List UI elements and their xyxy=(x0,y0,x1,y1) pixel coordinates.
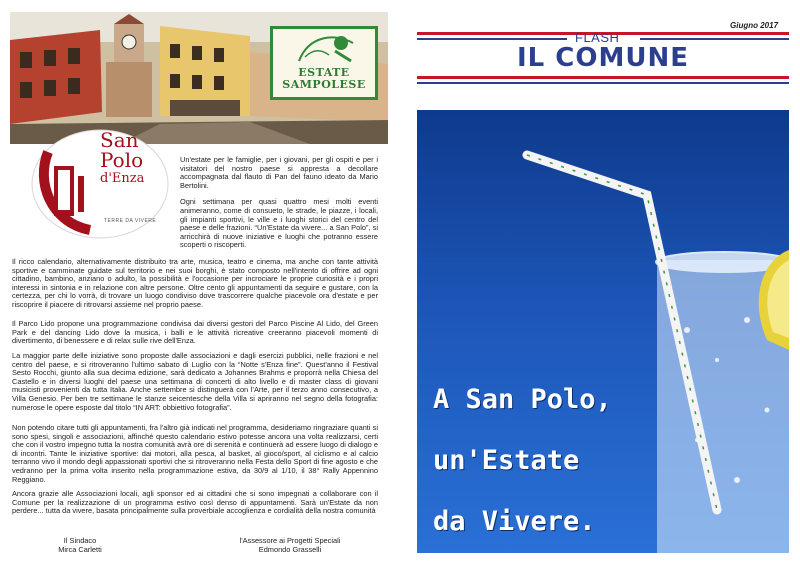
logo-text-denza: d'Enza xyxy=(100,171,145,186)
glass-straw-illustration xyxy=(417,110,789,553)
body-paragraph: Non potendo citare tutti gli appuntamenti, fra l'altro già indicati nel programma, desideriamo ringraziare quanti si sono spesi, singoli e associazioni, affinché questo calendario estivo potesse ancora una volta realizzarsi, certi che con il vostro impegno tutta la nostra comunità avrà ore di serenità e continuerà ad essere luogo di dialogo e di incontri. Tante le iniziative sportive: dai motori, alla pesca, al basket, al gioco/sport, al ciclismo e al calcio terranno vivo il mondo degli appassionati sportivi che si ritroveranno nella Festa dello Sport di fine agosto e che vedranno per la prima volta inserito nella programmazione estiva, da 30/9 al 1/10, il 38° Rally Appennino Reggiano. xyxy=(12,423,378,484)
signature-mayor xyxy=(40,537,120,554)
body-paragraph: Il ricco calendario, alternativamente distribuito tra arte, musica, teatro e cinema, ma anche con tante attività sportive e camminate guidate sul territorio e nei suoi borghi, è stato composto nell'intento di offrire ad ogni cittadino, bambino, anziano o adulto, la possibilità e l'occasione per incrociare le proprie curiosità e i propri interessi in sintonia e in relazione con altre persone. Oltre cento gli appuntamenti da seguire e gustare, con la certezza, per chi lo vorrà, di trovare un luogo condiviso dove trascorrere qualche piacevole ora d'estate e per riscoprire il piacere di ritrovarsi assieme nel proprio paese. xyxy=(12,257,378,309)
header-band-red xyxy=(417,76,789,79)
logo-text-san: San xyxy=(100,128,139,152)
intro-paragraph: Ogni settimana per quasi quattro mesi molti eventi animeranno, come di consueto, le strade, le piazze, i locali, gli impianti sportivi, le ville e i luoghi storici del centro del paese e delle frazioni. “Un'Estate da vivere... a San Polo”, si arricchirà di nuove iniziative e luoghi che potranno essere scoperti o riscoperti. xyxy=(180,197,378,250)
issue-date: Giugno 2017 xyxy=(730,21,779,30)
slogan-line: A San Polo, xyxy=(433,384,612,415)
cover-image xyxy=(417,110,789,553)
intro-paragraph: Un'estate per le famiglie, per i giovani, per gli ospiti e per i visitatori del nostro paese si appresta a decollare accompagnata dal flauto di Pan del fauno ideato da Mario Bertolini. xyxy=(180,155,378,190)
body-paragraph: Ancora grazie alle Associazioni locali, agli sponsor ed ai cittadini che si sono impegnati a collaborare con il Comune per la realizzazione di un programma estivo così denso di appuntamenti. Sarà un'Estate da non perdere... tutta da vivere, basata principalmente sulla proverbiale accoglienza e cordialità della nostra comunità xyxy=(12,489,378,516)
san-polo-logo xyxy=(30,122,170,240)
logo-text-polo: Polo xyxy=(100,148,144,172)
slogan-line: un'Estate xyxy=(433,445,580,476)
masthead-title: IL COMUNE xyxy=(517,43,689,73)
estate-sampolese-banner xyxy=(270,26,378,100)
estate-sampolese-title: ESTATE SAMPOLESE xyxy=(282,66,366,91)
slogan-line: da Vivere. xyxy=(433,506,596,537)
header-band-blue xyxy=(417,38,567,40)
flash-label: FLASH xyxy=(575,30,620,45)
header-band-blue xyxy=(417,82,789,84)
logo-tagline: TERRE DA VIVERE xyxy=(104,218,157,224)
signature-role: Il Sindaco xyxy=(63,536,97,545)
signature-assessore xyxy=(220,537,360,554)
body-paragraph: Il Parco Lido propone una programmazione condivisa dai diversi gestori del Parco Piscine Al Lido, del Green Park e del dancing Lido dove la musica, i balli e le attività ricreative creeranno piacevoli momenti di divertimento, di benessere e di relax sulle rive dell'Enza. xyxy=(12,319,378,346)
intro-text xyxy=(180,156,378,250)
signature-name: Mirca Carletti xyxy=(58,544,102,554)
body-paragraph: La maggior parte delle iniziative sono proposte dalle associazioni e dagli esercizi pubblici, nelle frazioni e nel centro del paese, e si ritroveranno l'ultimo sabato di Luglio con la “Notte s'Enza fine”. Quest'anno il Festival Sesto Rocchi, giunto alla sua decima edizione, sarà dedicato a Johannes Brahms e proporrà nella Chiesa del Castello e in diversi luoghi del paese una settimana di concerti di alto livello e di master class di giovani musicisti provenienti da tutta Italia. Anche settembre si distinguerà con l'Arte, per il terzo anno consecutivo, a Villa Genesio. Per ben tre settimane le stanze seicentesche della Villa si apriranno nel segno della fotografia: numerose le opere esposte dal titolo “IN ART: obbiettivo fotografia”. xyxy=(12,351,378,412)
header-band-blue xyxy=(640,38,789,40)
signature-role: l'Assessore ai Progetti Speciali xyxy=(239,536,341,545)
flute-faun-illustration xyxy=(295,31,357,65)
signature-name: Edmondo Grasselli xyxy=(258,544,322,554)
